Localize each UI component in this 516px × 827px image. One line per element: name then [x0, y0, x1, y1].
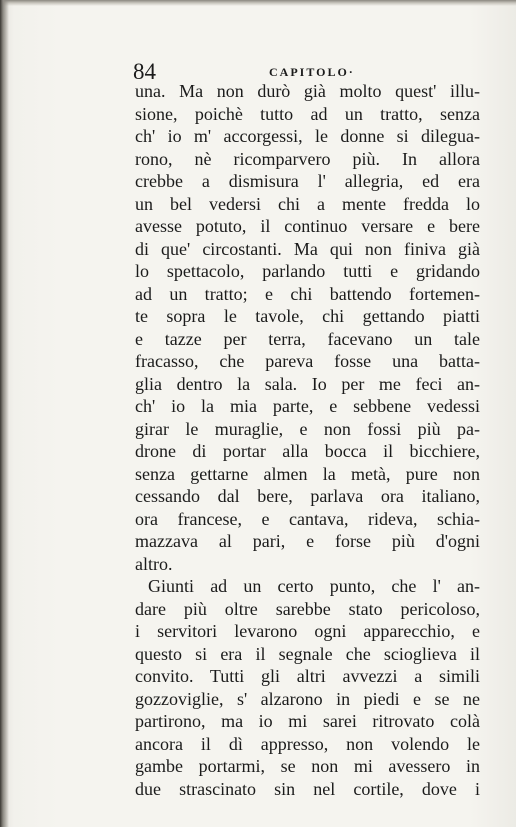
text-line: dare più oltre sarebbe stato pericoloso, [135, 598, 480, 619]
text-line: due strascinato sin nel cortile, dove i [135, 778, 480, 799]
text-line: girar le muraglie, e non fossi più pa- [135, 418, 480, 439]
running-head: CAPITOLO· [269, 65, 355, 79]
text-line: lo spettacolo, parlando tutti e gridando [135, 261, 480, 281]
text-line: i servitori levarono ogni apparecchio, e [135, 621, 480, 641]
body-text [135, 80, 480, 800]
page-top-edge [0, 0, 516, 6]
text-line: crebbe a dismisura l' allegria, ed era [135, 171, 480, 191]
text-line: una. Ma non durò già molto quest' illu- [135, 81, 480, 101]
text-line: avesse potuto, il continuo versare e bere [135, 216, 480, 236]
text-line: gozzoviglie, s' alzarono in piedi e se ne [135, 688, 480, 709]
text-line: fracasso, che pareva fosse una batta- [135, 351, 480, 371]
text-line: sione, poichè tutto ad un tratto, senza [135, 103, 480, 124]
text-line: rono, nè ricomparvero più. In allora [135, 148, 480, 169]
text-line: convito. Tutti gli altri avvezzi a simili [135, 666, 480, 686]
text-line: ad un tratto; e chi battendo fortemen- [135, 283, 480, 304]
text-line: te sopra le tavole, chi gettando piatti [135, 306, 480, 326]
paragraph-start-line: Giunti ad un certo punto, che l' an- [148, 576, 480, 596]
text-line: ancora il dì appresso, non volendo le [135, 733, 480, 754]
paragraph-end-line: altro. [135, 553, 173, 574]
text-line: mazzava al pari, e forse più d'ogni [135, 531, 480, 551]
text-line: senza gettarne almen la metà, pure non [135, 463, 480, 484]
text-line: e tazze per terra, facevano un tale [135, 328, 480, 349]
text-line: partirono, ma io mi sarei ritrovato colà [135, 711, 480, 731]
text-line: ch' io m' accorgessi, le donne si dilegua- [135, 126, 480, 146]
text-line: gambe portarmi, se non mi avessero in [135, 756, 480, 776]
text-line: drone di portar alla bocca il bicchiere, [135, 441, 480, 461]
text-line: ora francese, e cantava, rideva, schia- [135, 508, 480, 529]
text-line: ch' io la mia parte, e sebbene vedessi [135, 396, 480, 416]
text-line: questo si era il segnale che scioglieva il [135, 643, 480, 664]
page-number: 84 [133, 59, 156, 84]
text-line: cessando dal bere, parlava ora italiano, [135, 486, 480, 506]
page-binding-edge [0, 0, 9, 827]
text-line: di que' circostanti. Ma qui non finiva già [135, 238, 480, 259]
text-line: glia dentro la sala. Io per me feci an- [135, 373, 480, 394]
text-line: un bel vedersi chi a mente fredda lo [135, 193, 480, 214]
